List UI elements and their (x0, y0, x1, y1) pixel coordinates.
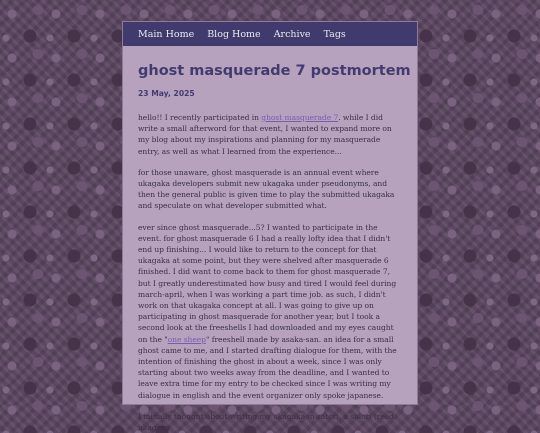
paragraph-text: " freeshell made by asaka-san. an idea for a small ghost came to me, and I started drafting dialogue for them, with the intention of finishing the ghost in about a week, since I was only starting about two weeks away from the deadline, and I wanted to leave extra time for my entry to be checked since I was writing my dialogue in english and the event organizer only spoke japanese. (138, 334, 397, 400)
nav-blog-home[interactable]: Blog Home (207, 28, 261, 40)
nav-tags[interactable]: Tags (323, 28, 346, 40)
blog-panel (122, 21, 418, 433)
one-sheep-link[interactable]: one sheep (167, 334, 206, 344)
paragraph-text: . while I did write a small afterword for that event, I wanted to expand more on my blog about my inspirations and planning for my masquerade entry, as well as what I learned from the experience... (138, 113, 392, 156)
post-paragraph-1 (138, 112, 402, 157)
nav-main-home[interactable]: Main Home (138, 28, 195, 40)
post-paragraph-3 (138, 222, 402, 401)
post-content (123, 62, 417, 433)
paragraph-text: ever since ghost masquerade...5? I wanted to participate in the event. for ghost masquerade 6 I had a really lofty idea that I didn't end up finishing... I would like to return to the concept for that ukagaka at some point, but they were shelved after masquerade 6 finished. I did want to come back to them for ghost masquerade 7, but I greatly underestimated how busy and tired I would feel during march-april, when I was working a part time job. as such, I didn't work on that ukagaka concept at all. I was going to give up on participating in ghost masquerade for another year, but I took a second look at the freeshells I had downloaded and my eyes caught on the " (138, 222, 397, 344)
post-paragraph-4: I initially thought about writing my ukagaka in satori, a shiori (read: ukagaka (138, 411, 397, 433)
nav-archive[interactable]: Archive (273, 28, 311, 40)
post-paragraph-2: for those unaware, ghost masquerade is an annual event where ukagaka developers submit new ukagaka under pseudonyms, and then the general public is given time to play the submitted ukagaka and speculate on what developer submitted what. (138, 167, 395, 211)
top-nav (123, 22, 417, 46)
post-date: 23 May, 2025 (138, 89, 195, 98)
post-title: ghost masquerade 7 postmortem (138, 63, 411, 79)
ghost-masquerade-link[interactable]: ghost masquerade 7 (261, 113, 339, 122)
paragraph-text: hello!! I recently participated in (138, 113, 262, 122)
